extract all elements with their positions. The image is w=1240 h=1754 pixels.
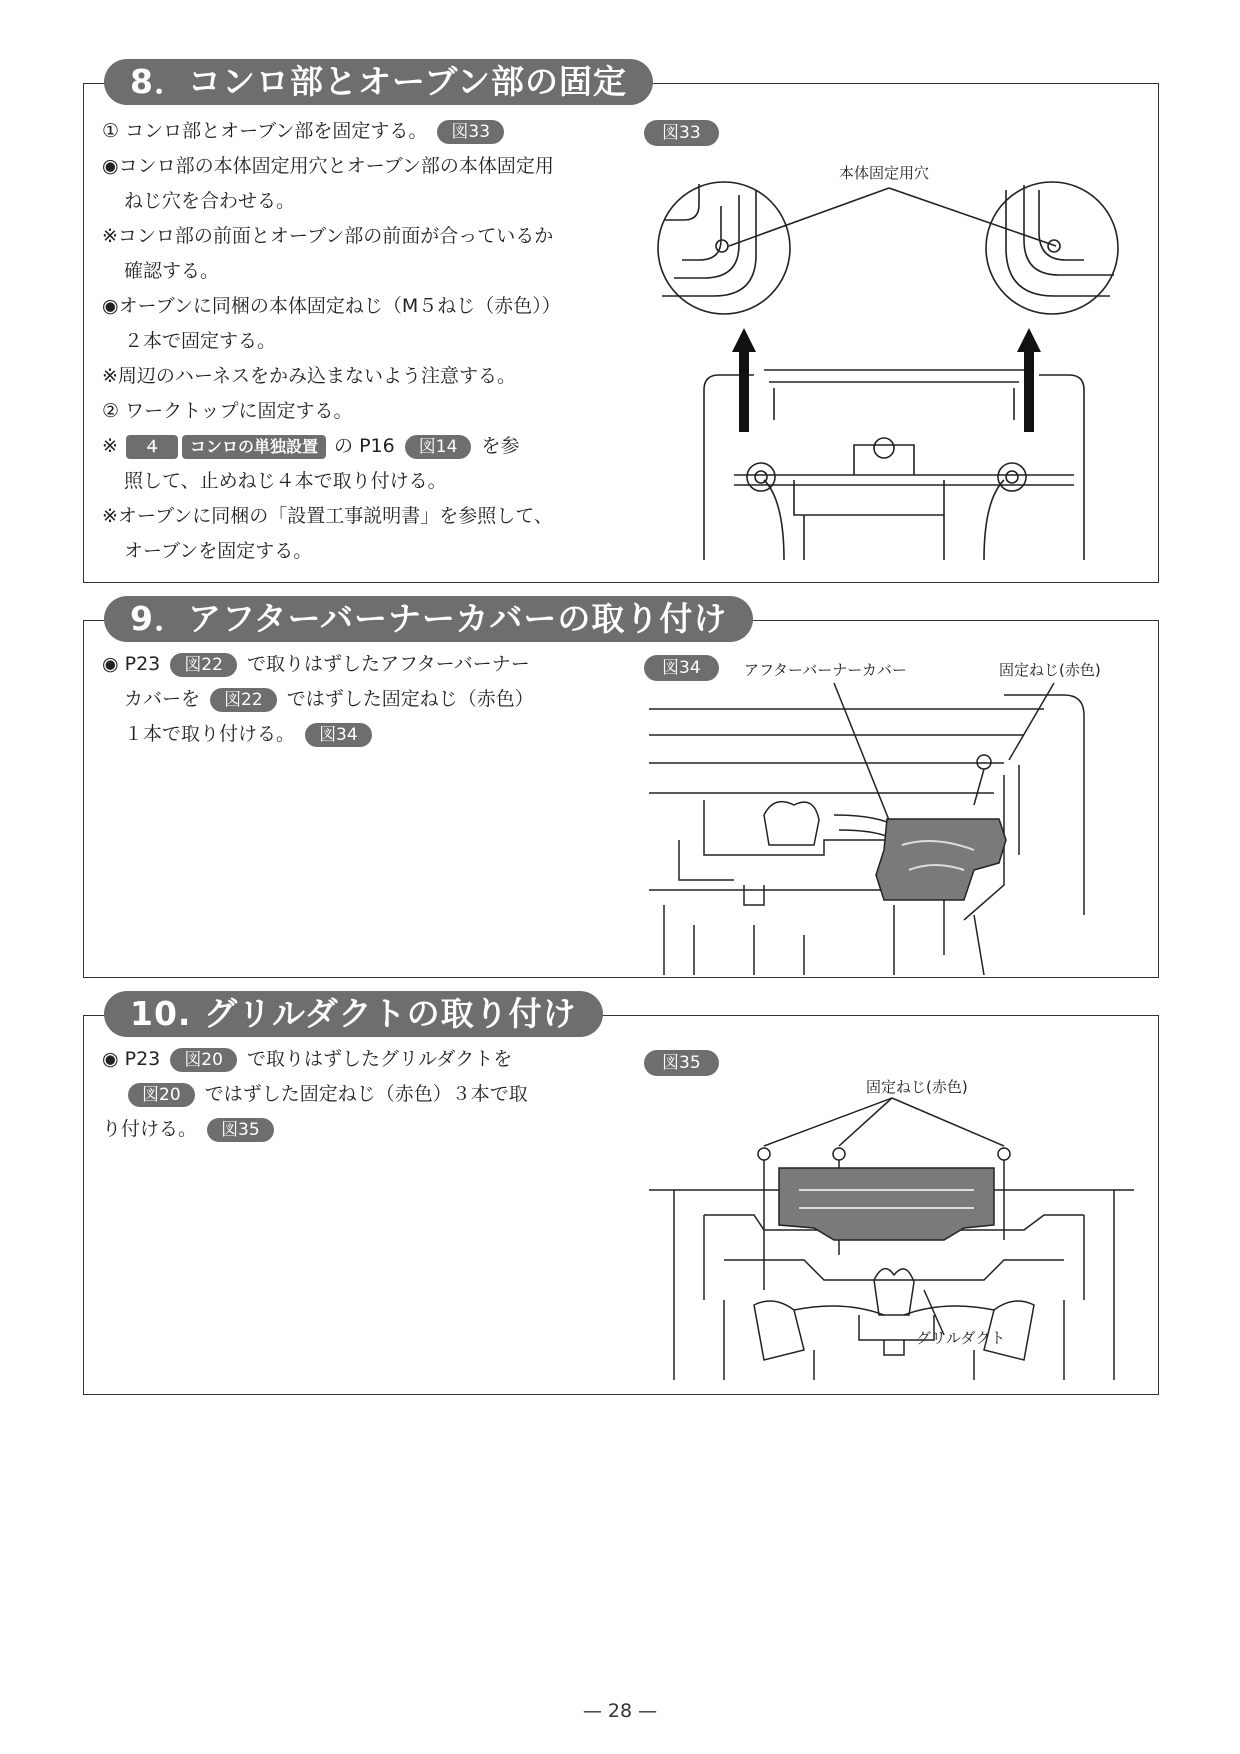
instruction-line: ◉ P23 図22 で取りはずしたアフターバーナー (102, 653, 530, 675)
instruction-line: ◉コンロ部の本体固定用穴とオーブン部の本体固定用 (102, 155, 554, 177)
section-10-title: 10. グリルダクトの取り付け (104, 991, 603, 1037)
figure-34 (644, 655, 1144, 975)
figure-label: 図34 (644, 655, 719, 681)
instruction-line: ねじ穴を合わせる。 (124, 190, 296, 212)
step-1-line: ① コンロ部とオーブン部を固定する。 図33 (102, 114, 642, 149)
fig-ref-pill[interactable]: 図20 (170, 1048, 237, 1072)
section-8 (83, 62, 1159, 583)
fig-ref-pill[interactable]: 図33 (437, 120, 504, 144)
instruction-line: ◉オーブンに同梱の本体固定ねじ（M５ねじ（赤色）） (102, 295, 561, 317)
instruction-line: 図20 ではずした固定ねじ（赤色）３本で取 (102, 1077, 642, 1112)
section-10 (83, 994, 1159, 1395)
section-9-title: 9．アフターバーナーカバーの取り付け (104, 596, 753, 642)
instruction-line: １本で取り付ける。 図34 (102, 717, 642, 752)
note-line: ※オーブンに同梱の「設置工事説明書」を参照して、 (102, 505, 553, 527)
step-2-line: ② ワークトップに固定する。 (102, 400, 353, 422)
callout-label: グリルダクト (916, 1329, 1006, 1347)
figure-34-illustration (644, 655, 1144, 975)
note-line: ※周辺のハーネスをかみ込まないよう注意する。 (102, 365, 516, 387)
instruction-line: ２本で固定する。 (124, 330, 277, 352)
fig-ref-pill[interactable]: 図14 (405, 435, 472, 459)
callout-label: 固定ねじ(赤色) (999, 661, 1101, 679)
figure-35-illustration (644, 1050, 1144, 1380)
fig-ref-pill[interactable]: 図35 (207, 1118, 274, 1142)
section-8-text (102, 114, 642, 569)
figure-35 (644, 1050, 1144, 1380)
instruction-line: ◉ P23 図20 で取りはずしたグリルダクトを (102, 1048, 513, 1070)
fig-ref-pill[interactable]: 図22 (170, 653, 237, 677)
fig-ref-pill[interactable]: 図22 (210, 688, 277, 712)
figure-label: 図35 (644, 1050, 719, 1076)
callout-label: 固定ねじ(赤色) (866, 1078, 968, 1096)
figure-33-illustration (644, 120, 1144, 560)
callout-label: 本体固定用穴 (839, 164, 930, 182)
note-line: 確認する。 (124, 260, 220, 282)
section-8-title: 8．コンロ部とオーブン部の固定 (104, 59, 653, 105)
note-line: オーブンを固定する。 (124, 540, 313, 562)
figure-33 (644, 120, 1144, 560)
section-10-text (102, 1042, 642, 1147)
note-line: ※コンロ部の前面とオーブン部の前面が合っているか (102, 225, 554, 247)
instruction-line: り付ける。 図35 (102, 1112, 642, 1147)
reference-line: 照して、止めねじ４本で取り付ける。 (124, 470, 447, 492)
figure-label: 図33 (644, 120, 719, 146)
instruction-line: カバーを 図22 ではずした固定ねじ（赤色） (124, 688, 534, 710)
section-9-text (102, 647, 642, 752)
section-number-label: ４ (126, 435, 178, 459)
section-name-label: コンロの単独設置 (182, 435, 326, 459)
callout-label: アフターバーナーカバー (744, 661, 907, 679)
fig-ref-pill[interactable]: 図34 (305, 723, 372, 747)
fig-ref-pill[interactable]: 図20 (128, 1083, 195, 1107)
reference-line: ※ ４ コンロの単独設置 の P16 図14 を参 (102, 435, 520, 457)
page-number: — 28 — (582, 1700, 658, 1722)
section-9 (83, 599, 1159, 978)
